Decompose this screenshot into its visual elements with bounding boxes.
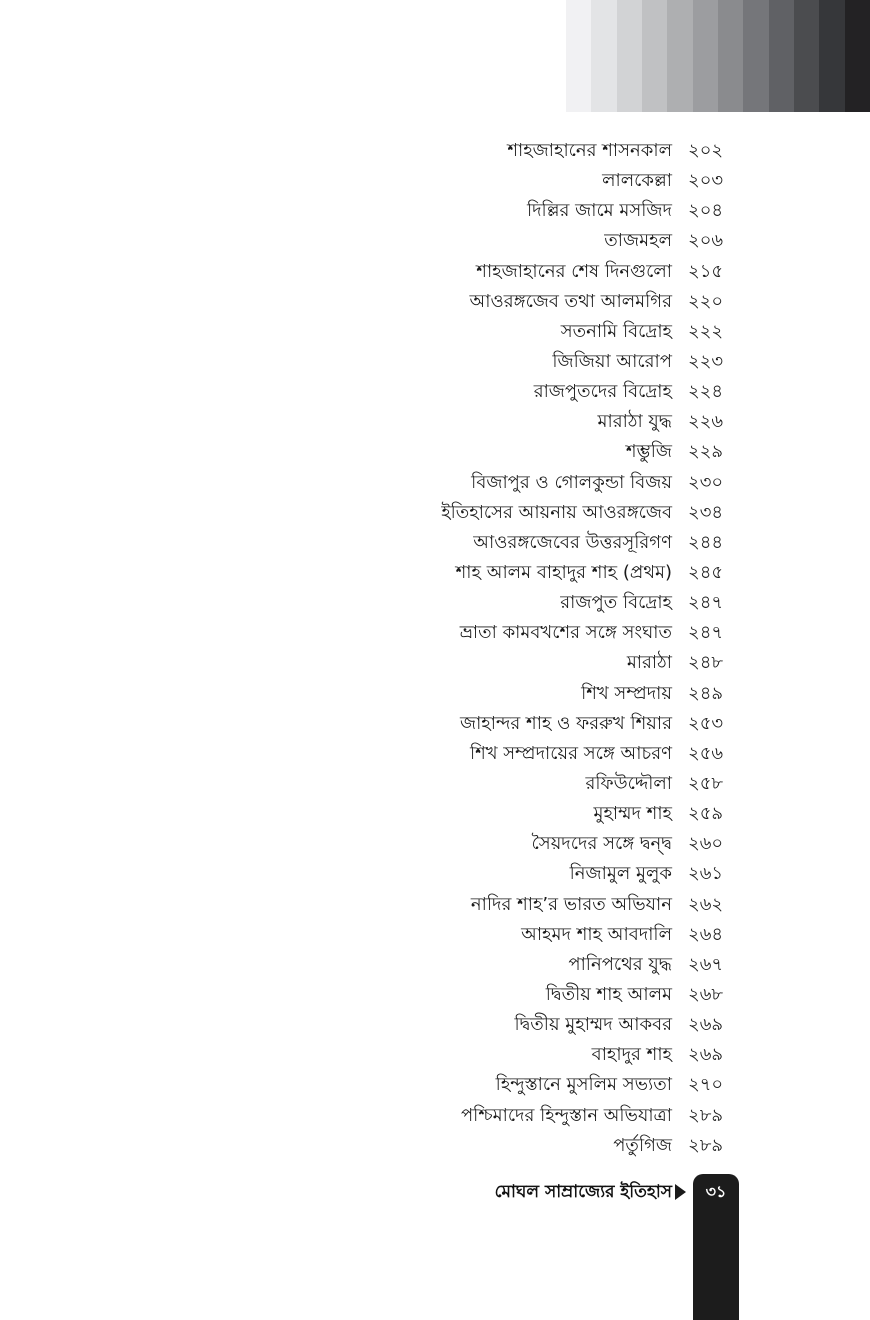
toc-entry bbox=[0, 347, 740, 377]
toc-entry bbox=[0, 648, 740, 678]
triangle-right-icon bbox=[675, 1184, 686, 1200]
toc-entry-page: ২৬১ bbox=[688, 863, 724, 885]
toc-entry bbox=[0, 317, 740, 347]
toc-entry bbox=[0, 739, 740, 769]
toc-entry-page: ২৪৯ bbox=[688, 682, 724, 704]
toc-entry-title: আওরঙ্গজেব তথা আলমগির bbox=[469, 290, 672, 312]
gradient-swatch bbox=[667, 0, 692, 112]
toc-entry-title: শম্ভুজি bbox=[625, 441, 672, 463]
toc-entry-page: ২২২ bbox=[688, 320, 724, 342]
toc-entry-page: ২০২ bbox=[688, 140, 724, 162]
toc-entry-title: মারাঠা bbox=[626, 652, 672, 674]
toc-entry bbox=[0, 618, 740, 648]
toc-entry-title: নিজামুল মুলুক bbox=[569, 863, 672, 885]
toc-entry-page: ২৬৪ bbox=[688, 923, 724, 945]
toc-entry-page: ২২৩ bbox=[688, 351, 724, 373]
toc-entry bbox=[0, 1101, 740, 1131]
book-title: মোঘল সাম্রাজ্যের ইতিহাস bbox=[494, 1182, 672, 1202]
toc-entry bbox=[0, 709, 740, 739]
toc-entry-title: নাদির শাহ’র ভারত অভিযান bbox=[470, 893, 672, 915]
toc-entry-title: ইতিহাসের আয়নায় আওরঙ্গজেব bbox=[441, 501, 672, 523]
toc-entry-title: মুহাম্মদ শাহ bbox=[593, 803, 672, 825]
toc-entry-title: মারাঠা যুদ্ধ bbox=[597, 411, 672, 433]
toc-entry-page: ২৭০ bbox=[688, 1074, 724, 1096]
gradient-swatch bbox=[591, 0, 616, 112]
toc-entry bbox=[0, 1070, 740, 1100]
toc-entry bbox=[0, 257, 740, 287]
toc-entry bbox=[0, 226, 740, 256]
toc-entry-page: ২৩০ bbox=[688, 471, 724, 493]
toc-entry bbox=[0, 950, 740, 980]
toc-entry-title: রাজপুত বিদ্রোহ bbox=[560, 592, 672, 614]
toc-entry-page: ২৪৫ bbox=[688, 562, 724, 584]
gradient-swatch bbox=[743, 0, 768, 112]
toc-entry-title: ভ্রাতা কামবখশের সঙ্গে সংঘাত bbox=[459, 622, 672, 644]
toc-entry-title: শাহজাহানের শাসনকাল bbox=[507, 140, 672, 162]
toc-entry-page: ২৬৭ bbox=[688, 953, 724, 975]
toc-entry-title: আহমদ শাহ আবদালি bbox=[521, 923, 672, 945]
toc-entry bbox=[0, 136, 740, 166]
toc-entry-page: ২০৪ bbox=[688, 200, 724, 222]
toc-entry bbox=[0, 890, 740, 920]
toc-entry-page: ২৬০ bbox=[688, 833, 724, 855]
toc-entry-title: শিখ সম্প্রদায়ের সঙ্গে আচরণ bbox=[469, 742, 672, 764]
toc-entry-title: তাজমহল bbox=[604, 230, 672, 252]
toc-entry bbox=[0, 498, 740, 528]
toc-entry-page: ২৪৮ bbox=[688, 652, 724, 674]
toc-entry-page: ২২০ bbox=[688, 290, 724, 312]
toc-entry-title: শাহ আলম বাহাদুর শাহ (প্রথম) bbox=[455, 562, 672, 584]
toc-entry bbox=[0, 437, 740, 467]
toc-entry bbox=[0, 377, 740, 407]
toc-entry-title: জাহান্দর শাহ ও ফররুখ শিয়ার bbox=[459, 712, 672, 734]
toc-entry-page: ২২৯ bbox=[688, 441, 724, 463]
toc-entry-title: দিল্লির জামে মসজিদ bbox=[526, 200, 672, 222]
toc-entry-page: ২৪৭ bbox=[688, 622, 724, 644]
toc-entry bbox=[0, 166, 740, 196]
toc-entry-page: ২৪৪ bbox=[688, 531, 724, 553]
toc-entry-page: ২৮৯ bbox=[688, 1134, 724, 1156]
header-gradient-bar bbox=[566, 0, 870, 112]
toc-entry-title: পানিপথের যুদ্ধ bbox=[568, 953, 672, 975]
toc-entry-title: সৈয়দদের সঙ্গে দ্বন্দ্ব bbox=[531, 833, 672, 855]
toc-entry bbox=[0, 1010, 740, 1040]
gradient-swatch bbox=[769, 0, 794, 112]
page-number: ৩১ bbox=[705, 1182, 727, 1201]
toc-entry bbox=[0, 407, 740, 437]
page-footer bbox=[0, 1174, 870, 1210]
toc-entry bbox=[0, 1040, 740, 1070]
toc-entry bbox=[0, 1131, 740, 1161]
toc-entry bbox=[0, 558, 740, 588]
toc-entry bbox=[0, 829, 740, 859]
toc-entry-page: ২০৩ bbox=[688, 170, 724, 192]
gradient-swatch bbox=[693, 0, 718, 112]
toc-entry-page: ২৫৩ bbox=[688, 712, 724, 734]
toc-entry-page: ২২৬ bbox=[688, 411, 724, 433]
toc-entry-title: দ্বিতীয় শাহ আলম bbox=[545, 984, 672, 1005]
toc-entry-page: ২৫৯ bbox=[688, 803, 724, 825]
toc-entry-page: ২৬৯ bbox=[688, 1044, 724, 1066]
toc-entry-page: ২২৪ bbox=[688, 381, 724, 403]
toc-entry-title: বিজাপুর ও গোলকুন্ডা বিজয় bbox=[471, 471, 672, 493]
toc-entry bbox=[0, 468, 740, 498]
toc-entry-page: ২৬২ bbox=[688, 893, 724, 915]
toc-entry-page: ২৬৯ bbox=[688, 1014, 724, 1036]
toc-entry-title: পর্তুগিজ bbox=[613, 1134, 672, 1156]
toc-entry-title: সতনামি বিদ্রোহ bbox=[560, 320, 672, 342]
gradient-swatch bbox=[566, 0, 591, 112]
toc-entry bbox=[0, 799, 740, 829]
toc-entry bbox=[0, 920, 740, 950]
gradient-swatch bbox=[642, 0, 667, 112]
gradient-swatch bbox=[617, 0, 642, 112]
gradient-swatch bbox=[794, 0, 819, 112]
toc-entry bbox=[0, 196, 740, 226]
toc-entry bbox=[0, 528, 740, 558]
toc-entry-title: পশ্চিমাদের হিন্দুস্তান অভিযাত্রা bbox=[460, 1104, 672, 1126]
toc-entry-title: জিজিয়া আরোপ bbox=[552, 351, 672, 373]
toc-entry-title: শিখ সম্প্রদায় bbox=[581, 682, 672, 704]
toc-entry-title: রাজপুতদের বিদ্রোহ bbox=[533, 381, 672, 403]
toc-entry-title: হিন্দুস্তানে মুসলিম সভ্যতা bbox=[495, 1074, 672, 1096]
toc-entry-title: রফিউদ্দৌলা bbox=[585, 773, 672, 795]
table-of-contents bbox=[0, 136, 740, 1161]
toc-entry bbox=[0, 980, 740, 1010]
toc-entry bbox=[0, 588, 740, 618]
toc-entry-page: ২৮৯ bbox=[688, 1104, 724, 1126]
gradient-swatch bbox=[718, 0, 743, 112]
toc-entry bbox=[0, 769, 740, 799]
toc-entry bbox=[0, 679, 740, 709]
toc-entry-page: ২০৬ bbox=[688, 230, 724, 252]
toc-entry-title: বাহাদুর শাহ bbox=[591, 1044, 672, 1066]
toc-entry-page: ২৫৬ bbox=[688, 742, 724, 764]
toc-entry-page: ২১৫ bbox=[688, 260, 724, 282]
toc-entry-page: ২৩৪ bbox=[688, 501, 724, 523]
toc-entry-title: শাহজাহানের শেষ দিনগুলো bbox=[476, 260, 672, 282]
toc-entry-page: ২৫৮ bbox=[688, 773, 724, 795]
gradient-swatch bbox=[845, 0, 870, 112]
toc-entry bbox=[0, 287, 740, 317]
gradient-swatch bbox=[819, 0, 844, 112]
toc-entry bbox=[0, 859, 740, 889]
toc-entry-page: ২৪৭ bbox=[688, 592, 724, 614]
toc-entry-title: আওরঙ্গজেবের উত্তরসূরিগণ bbox=[473, 531, 672, 553]
toc-entry-page: ২৬৮ bbox=[688, 984, 724, 1005]
toc-entry-title: দ্বিতীয় মুহাম্মদ আকবর bbox=[514, 1014, 672, 1036]
toc-entry-title: লালকেল্লা bbox=[602, 170, 672, 192]
